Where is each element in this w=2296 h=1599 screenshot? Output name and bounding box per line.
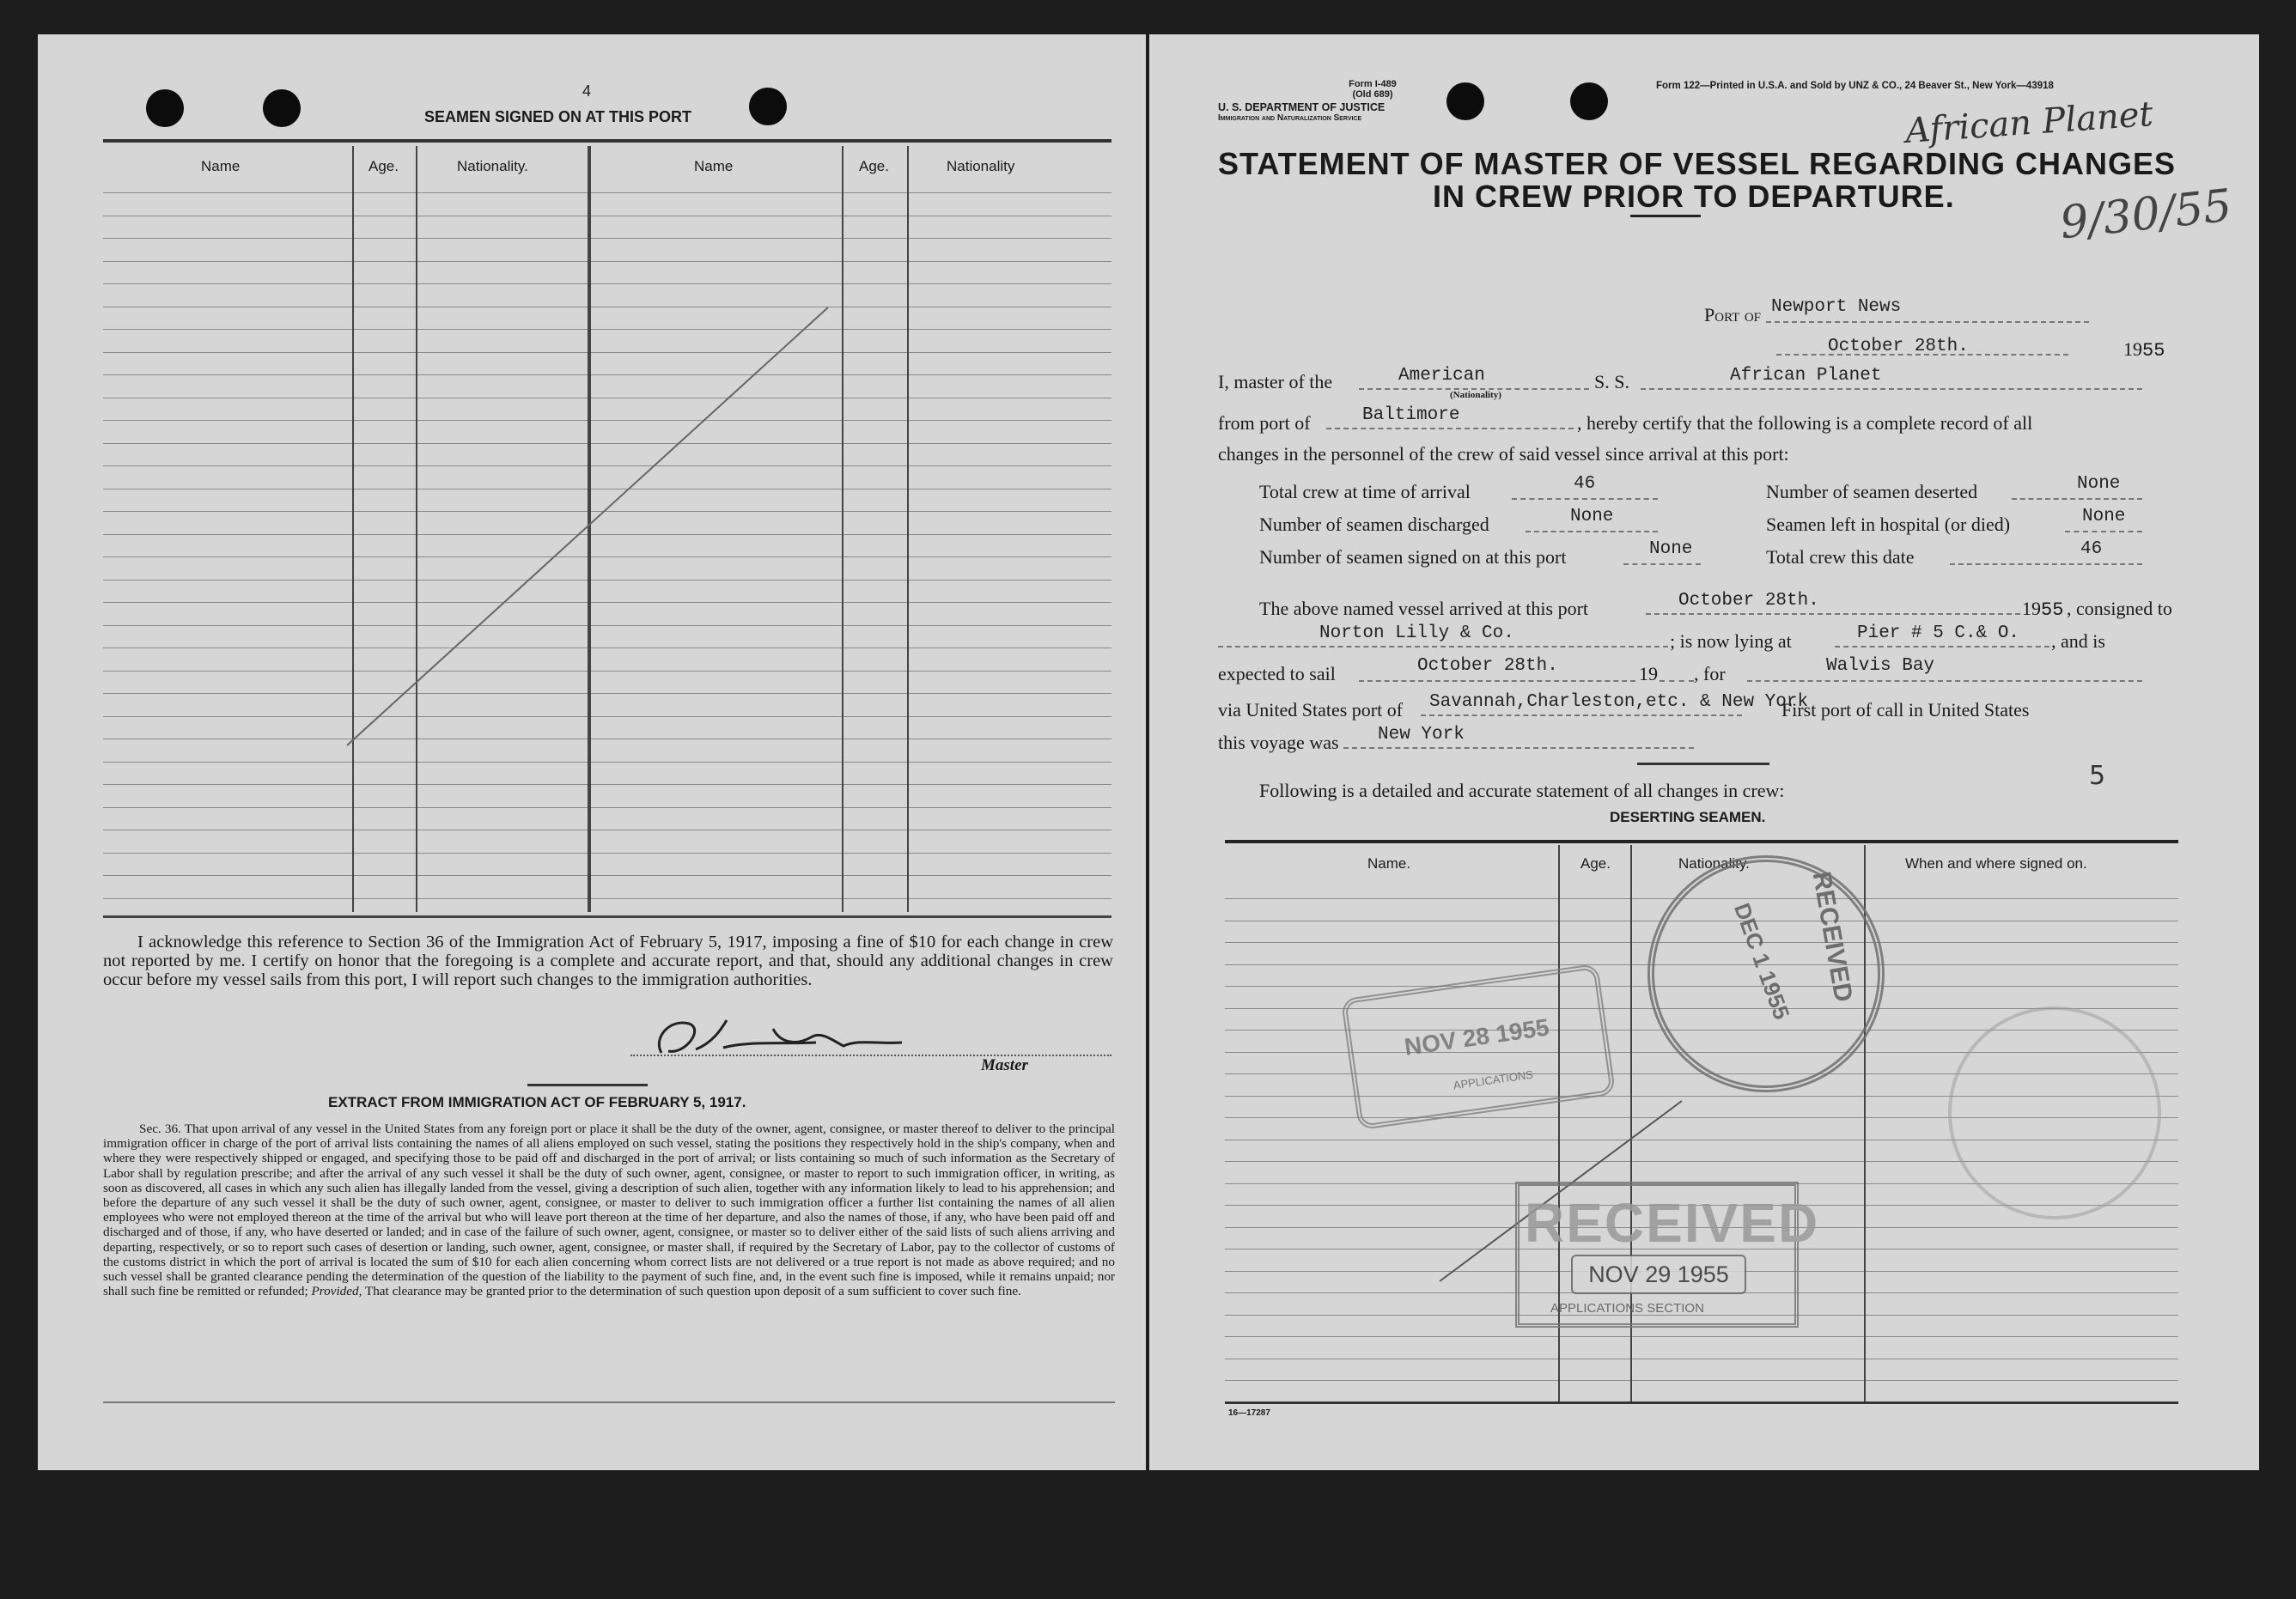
service-name: Immigration and Naturalization Service: [1218, 113, 1362, 123]
certify-text: , hereby certify that the following is a complete record of all: [1577, 412, 2033, 434]
extract-tail: That clearance may be granted prior to the determination of such question upon deposit of a sum sufficient to cover such fine.: [364, 1284, 1021, 1299]
pier-value: Pier # 5 C.& O.: [1857, 623, 2020, 643]
consigned-label: , consigned to: [2067, 598, 2172, 619]
table-bottom-rule: [103, 915, 1111, 918]
from-port-value: Baltimore: [1362, 405, 1460, 425]
footer-rule: [103, 1401, 1115, 1403]
footer-code: 16—17287: [1228, 1408, 1270, 1418]
arrived-value: October 28th.: [1678, 591, 1819, 611]
signed-on-heading: SEAMEN SIGNED ON AT THIS PORT: [424, 108, 692, 125]
via-value: Savannah,Charleston,etc. & New York: [1429, 692, 1809, 712]
deserting-col-age: Age.: [1580, 855, 1611, 872]
form-old-number: (Old 689): [1352, 89, 1393, 100]
extract-body: That upon arrival of any vessel in the United States from any foreign port or place it shall be the duty of the owner, agent, consignee, or master thereof to deliver to the principal immigration officer in charge of the port of arrival lists containing the names of all aliens employed on such vessel, stating the positions they respectively hold in the ship's company, when and where they were respectively shipped or engaged, and specifying those to be paid off and discharged in the port of arrival; or lists containing so much of such information as the Secretary of Labor shall by regulation prescribe; and after the arrival of any such vessel it shall be the duty of such owner, agent, consignee, or master to report to such immigration officer, in writing, as soon as discovered, all cases in which any such alien has illegally landed from the vessel, giving a description of such alien, together with any information likely to lead to his apprehension; and before the departure of any such vessel it shall be the duty of such owner, agent, consignee, or master to deliver to such immigration officer a further list containing the names of all alien employees who were not employed thereon at the time of the arrival but who will leave port thereon at the time of her departure, and also the names of those, if any, who have been paid off and discharged and of those, if any, who have deserted or landed; and in case of the failure of such owner, agent, consignee, or master so to deliver either of the said lists of such aliens arriving and departing, respectively, or so to report such cases of desertion or landing, such owner, agent, consignee, or master shall, if required by the Secretary of Labor, pay to the collector of customs of the customs district in which the port of arrival is located the sum of $10 for each alien concerning whom correct lists are not delivered or a true report is not made as above required; and no such vessel shall be granted clearance pending the determination of the question of the liability to the payment of such fine, and, in the event such fine is imposed, while it remains unpaid; nor shall such fine be remitted or refunded;: [103, 1122, 1115, 1299]
and-is-label: , and is: [2051, 630, 2105, 652]
signature-line: [630, 1055, 1111, 1056]
year-suffix: 55: [2142, 340, 2165, 362]
sail-date-value: October 28th.: [1417, 656, 1558, 676]
consignee-value: Norton Lilly & Co.: [1319, 623, 1514, 643]
acknowledgement-text: I acknowledge this reference to Section 36 of the Immigration Act of February 5, 1917, imposing a fine of $10 for each change in crew not reported by me. I certify on honor that the foregoing is a complete and accurate report, and that, should any additional changes in crew occur before my vessel sails from this port, I will report such changes to the immigration authorities.: [103, 933, 1113, 989]
expected-label: expected to sail: [1218, 663, 1336, 684]
stat-hospital-value: None: [2082, 507, 2126, 526]
nationality-caption: (Nationality): [1450, 390, 1501, 400]
col-nationality-2: Nationality: [947, 158, 1015, 174]
stat-arrival-value: 46: [1574, 474, 1596, 494]
stat-signed-value: None: [1649, 539, 1693, 559]
col-age-2: Age.: [859, 158, 889, 174]
voyage-value: New York: [1378, 725, 1465, 745]
handwritten-ship-name: African Planet: [1903, 94, 2154, 152]
stat-discharged-value: None: [1570, 507, 1614, 526]
cancel-stroke: [38, 34, 1146, 979]
left-page: [38, 34, 1146, 1470]
sail-year: 19: [1639, 663, 1658, 684]
port-of-value: Newport News: [1771, 297, 1902, 317]
stat-total-label: Total crew this date: [1766, 546, 1915, 568]
extract-rule: [527, 1084, 648, 1086]
for-label: , for: [1694, 663, 1726, 684]
nov-28-stamp: NOV 28 1955 APPLICATIONS: [1341, 964, 1616, 1131]
extract-lead: Sec. 36.: [139, 1122, 181, 1136]
master-label: Master: [981, 1056, 1028, 1074]
dec-1-stamp: DEC 1 1955 RECEIVED: [1647, 855, 1885, 1092]
nationality-value: American: [1398, 366, 1485, 386]
ss-label: S. S.: [1594, 371, 1629, 392]
form-title-line1: STATEMENT OF MASTER OF VESSEL REGARDING CHANGES: [1218, 146, 2177, 181]
stat-total-value: 46: [2080, 539, 2103, 559]
voyage-label: this voyage was: [1218, 732, 1339, 753]
extract-title: EXTRACT FROM IMMIGRATION ACT OF FEBRUARY 5, 1917.: [328, 1094, 746, 1110]
destination-value: Walvis Bay: [1826, 656, 1935, 676]
date-value: October 28th.: [1828, 337, 1969, 356]
following-text: Following is a detailed and accurate statement of all changes in crew:: [1259, 780, 1785, 801]
deserting-col-nationality: Nationality.: [1678, 855, 1750, 872]
faded-round-stamp: [1948, 1006, 2161, 1219]
via-label: via United States port of: [1218, 699, 1404, 720]
handwritten-date: 9/30/55: [2057, 179, 2235, 250]
deserting-heading: DESERTING SEAMEN.: [1610, 809, 1766, 825]
from-port-label: from port of: [1218, 412, 1311, 434]
department-name: U. S. DEPARTMENT OF JUSTICE: [1218, 101, 1386, 113]
master-of-label: I, master of the: [1218, 371, 1333, 392]
first-port-label: First port of call in United States: [1781, 699, 2030, 720]
form-title-line2: IN CREW PRIOR TO DEPARTURE.: [1433, 179, 1955, 214]
changes-text: changes in the personnel of the crew of said vessel since arrival at this port:: [1218, 443, 1789, 465]
col-name-1: Name: [201, 158, 241, 174]
port-of-label: Port of: [1704, 304, 1762, 325]
stat-arrival-label: Total crew at time of arrival: [1259, 481, 1471, 502]
arrived-label: The above named vessel arrived at this port: [1259, 598, 1589, 619]
stat-signed-label: Number of seamen signed on at this port: [1259, 546, 1567, 568]
col-nationality-1: Nationality.: [457, 158, 528, 174]
nov-29-stamp: RECEIVED NOV 29 1955 APPLICATIONS SECTION: [1515, 1182, 1799, 1328]
arrived-year-suffix: 55: [2041, 599, 2064, 621]
extract-provided: Provided,: [311, 1284, 362, 1299]
stat-hospital-label: Seamen left in hospital (or died): [1766, 514, 2011, 535]
extract-text: [103, 1122, 1115, 1298]
year-prefix: 19: [2123, 338, 2142, 360]
ship-value: African Planet: [1730, 366, 1882, 386]
col-age-1: Age.: [368, 158, 399, 174]
form-number: Form I-489: [1349, 79, 1397, 89]
lying-label: ; is now lying at: [1670, 630, 1792, 652]
stat-discharged-label: Number of seamen discharged: [1259, 514, 1489, 535]
handwritten-five: 5: [2089, 761, 2106, 791]
deserting-col-signed-on: When and where signed on.: [1905, 855, 2087, 872]
master-signature: [644, 1012, 1005, 1065]
arrived-year-prefix: 19: [2022, 598, 2041, 619]
stat-deserted-label: Number of seamen deserted: [1766, 481, 1978, 502]
right-page: [1149, 34, 2259, 1470]
deserting-col-name: Name.: [1367, 855, 1411, 872]
stat-deserted-value: None: [2077, 474, 2121, 494]
col-name-2: Name: [694, 158, 734, 174]
page-number: 4: [582, 82, 592, 100]
printer-line: Form 122—Printed in U.S.A. and Sold by UNZ & CO., 24 Beaver St., New York—43918: [1656, 81, 2054, 91]
